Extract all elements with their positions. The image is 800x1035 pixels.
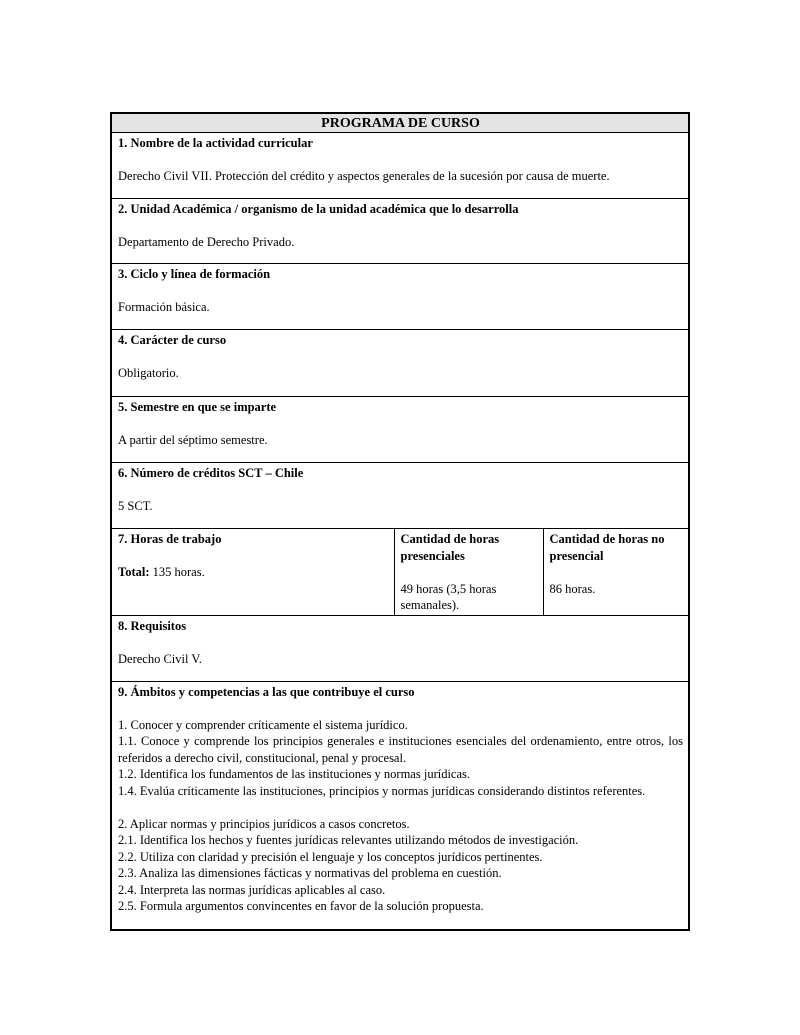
competencia-item: 2.2. Utiliza con claridad y precisión el lenguaje y los conceptos jurídicos pertinentes. (118, 849, 543, 864)
competencia-item: 1.1. Conoce y comprende los principios generales e instituciones esenciales del ordenamiento, entre otros, los referidos a derecho civil, constitucional, penal y procesal. (118, 734, 684, 765)
competencia-item: 1.2. Identifica los fundamentos de las instituciones y normas jurídicas. (118, 767, 471, 781)
section-1-heading: 1. Nombre de la actividad curricular (118, 136, 313, 150)
section-6-cell (111, 463, 689, 529)
section-3-heading: 3. Ciclo y línea de formación (118, 267, 271, 281)
section-4-body: Obligatorio. (118, 366, 179, 380)
section-row-1 (111, 133, 689, 199)
table-title: PROGRAMA DE CURSO (111, 113, 689, 133)
section-3-body: Formación básica. (118, 300, 210, 314)
work-hours-total (118, 564, 389, 581)
no-presencial-value: 86 horas. (549, 581, 596, 596)
section-1-body: Derecho Civil VII. Protección del crédito y aspectos generales de la sucesión por causa de muerte. (118, 169, 610, 183)
presencial-cell (394, 529, 543, 616)
competencia-item: 2.3. Analiza las dimensiones fácticas y normativas del problema en cuestión. (118, 866, 502, 880)
course-program-table (110, 112, 690, 931)
section-5-heading: 5. Semestre en que se imparte (118, 400, 277, 414)
section-row-5 (111, 397, 689, 463)
no-presencial-heading: Cantidad de horas no presencial (549, 532, 665, 563)
section-6-body: 5 SCT. (118, 499, 153, 513)
section-4-heading: 4. Carácter de curso (118, 333, 227, 347)
total-value: 135 horas. (149, 565, 205, 579)
competencia-item: 1.4. Evalúa críticamente las instituciones, principios y normas jurídicas considerando distintos referentes. (118, 783, 646, 798)
presencial-value: 49 horas (3,5 horas semanales). (400, 581, 497, 612)
section-2-heading: 2. Unidad Académica / organismo de la unidad académica que lo desarrolla (118, 202, 519, 216)
competencia-item: 2.4. Interpreta las normas jurídicas aplicables al caso. (118, 882, 386, 897)
requisitos-heading: 8. Requisitos (118, 618, 187, 633)
section-2-body: Departamento de Derecho Privado. (118, 235, 295, 249)
section-row-2 (111, 199, 689, 264)
section-5-body: A partir del séptimo semestre. (118, 433, 268, 447)
competencias-row (111, 681, 689, 930)
requisitos-body: Derecho Civil V. (118, 651, 202, 666)
section-6-heading: 6. Número de créditos SCT – Chile (118, 466, 304, 480)
no-presencial-cell (543, 529, 689, 616)
section-3-cell (111, 264, 689, 330)
section-row-3 (111, 264, 689, 330)
section-4-cell (111, 330, 689, 397)
competencia-item: 2.5. Formula argumentos convincentes en favor de la solución propuesta. (118, 899, 484, 913)
title-row (111, 113, 689, 133)
competencia-item: 2.1. Identifica los hechos y fuentes jurídicas relevantes utilizando métodos de investigación. (118, 833, 579, 847)
section-row-4 (111, 330, 689, 397)
requisitos-row (111, 615, 689, 681)
section-2-cell (111, 199, 689, 264)
competencia-item: 2. Aplicar normas y principios jurídicos a casos concretos. (118, 816, 410, 831)
section-1-cell (111, 133, 689, 199)
work-hours-heading: 7. Horas de trabajo (118, 532, 222, 546)
competencias-cell (111, 681, 689, 930)
competencias-heading: 9. Ámbitos y competencias a las que contribuye el curso (118, 684, 415, 699)
presencial-heading: Cantidad de horas presenciales (400, 532, 500, 563)
section-row-6 (111, 463, 689, 529)
competencia-item: 1. Conocer y comprender críticamente el sistema jurídico. (118, 717, 408, 732)
work-hours-total-cell (111, 529, 394, 616)
requisitos-cell (111, 615, 689, 681)
section-5-cell (111, 397, 689, 463)
work-hours-row (111, 529, 689, 616)
total-label: Total: (118, 565, 150, 579)
